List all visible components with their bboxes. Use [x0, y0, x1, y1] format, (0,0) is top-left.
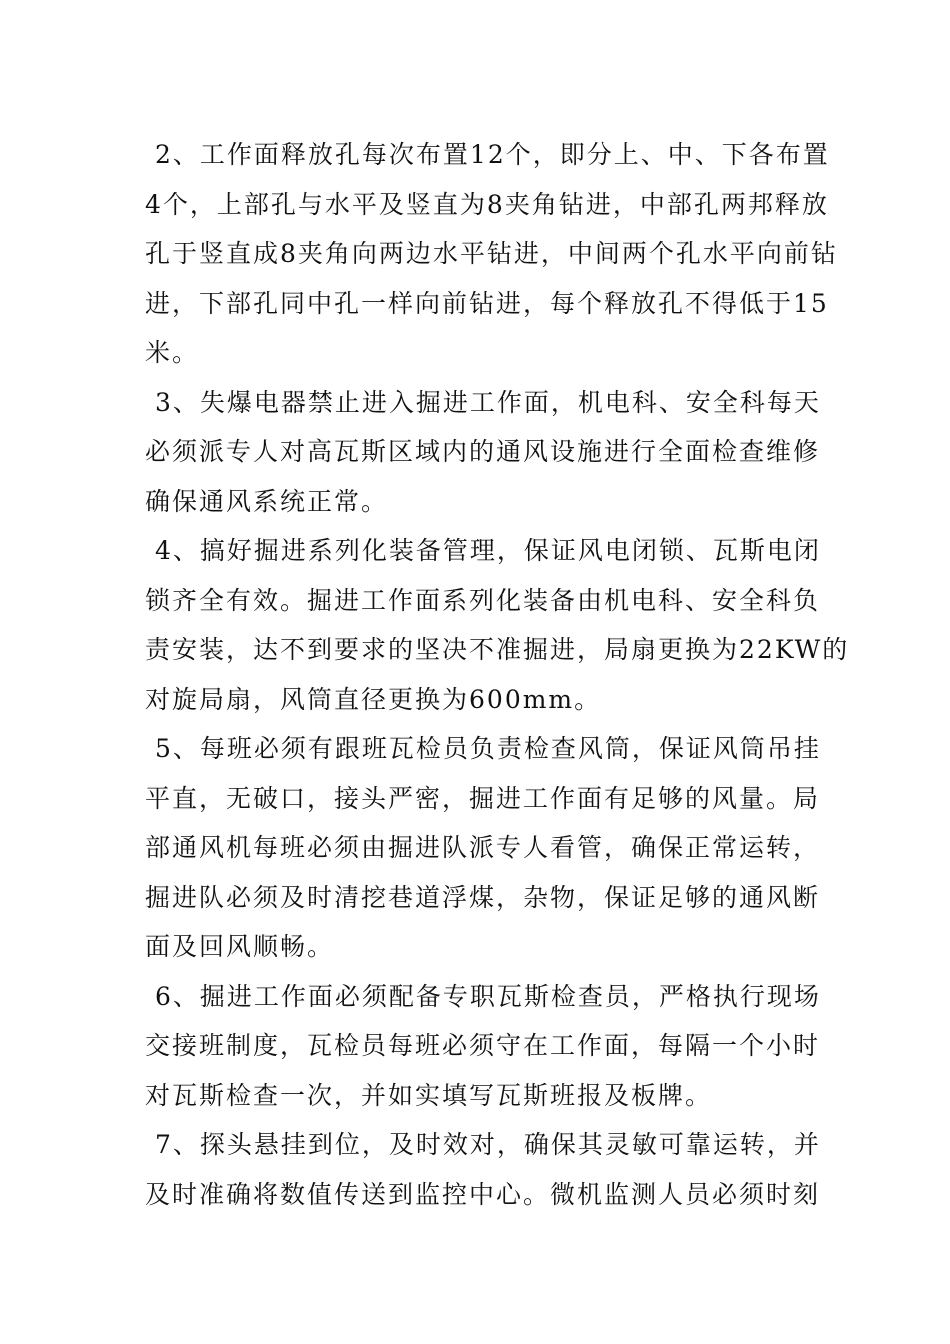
- paragraph-item-4: [145, 526, 850, 724]
- text-line: 掘进队必须及时清挖巷道浮煤，杂物，保证足够的通风断: [145, 882, 821, 912]
- text-line: 4个，上部孔与水平及竖直为8夹角钻进，中部孔两邦释放: [145, 189, 829, 219]
- text-line: 进，下部孔同中孔一样向前钻进，每个释放孔不得低于15: [145, 288, 829, 318]
- document-body: [145, 130, 850, 1219]
- paragraph-item-5: [145, 724, 821, 972]
- text-line: 及时准确将数值传送到监控中心。微机监测人员必须时刻: [145, 1179, 821, 1209]
- text-line: 交接班制度，瓦检员每班必须守在工作面，每隔一个小时: [145, 1031, 821, 1060]
- text-line: 必须派专人对高瓦斯区域内的通风设施进行全面检查维修: [145, 437, 821, 466]
- paragraph-item-7: [145, 1120, 821, 1219]
- text-line: 部通风机每班必须由掘进队派专人看管，确保正常运转，: [145, 833, 821, 862]
- text-line: 6、掘进工作面必须配备专职瓦斯检查员，严格执行现场: [155, 981, 821, 1011]
- text-line: 责安装，达不到要求的坚决不准掘进，局扇更换为22KW的: [145, 635, 850, 664]
- text-line: 7、探头悬挂到位，及时效对，确保其灵敏可靠运转，并: [155, 1130, 821, 1159]
- text-line: 面及回风顺畅。: [145, 932, 335, 961]
- text-line: 4、搞好掘进系列化装备管理，保证风电闭锁、瓦斯电闭: [155, 536, 821, 565]
- text-line: 对瓦斯检查一次，并如实填写瓦斯班报及板牌。: [145, 1080, 713, 1110]
- paragraph-item-3: [145, 378, 821, 527]
- text-line: 米。: [145, 338, 200, 367]
- paragraph-item-2: [145, 130, 838, 378]
- text-line: 对旋局扇，风筒直径更换为600mm。: [145, 684, 602, 714]
- text-line: 2、工作面释放孔每次布置12个，即分上、中、下各布置: [155, 140, 830, 169]
- text-line: 确保通风系统正常。: [145, 486, 389, 516]
- text-line: 锁齐全有效。掘进工作面系列化装备由机电科、安全科负: [145, 585, 821, 615]
- text-line: 5、每班必须有跟班瓦检员负责检查风筒，保证风筒吊挂: [155, 734, 821, 763]
- text-line: 孔于竖直成8夹角向两边水平钻进，中间两个孔水平向前钻: [145, 239, 838, 268]
- text-line: 3、失爆电器禁止进入掘进工作面，机电科、安全科每天: [155, 387, 821, 417]
- text-line: 平直，无破口，接头严密，掘进工作面有足够的风量。局: [145, 783, 821, 813]
- paragraph-item-6: [145, 972, 821, 1121]
